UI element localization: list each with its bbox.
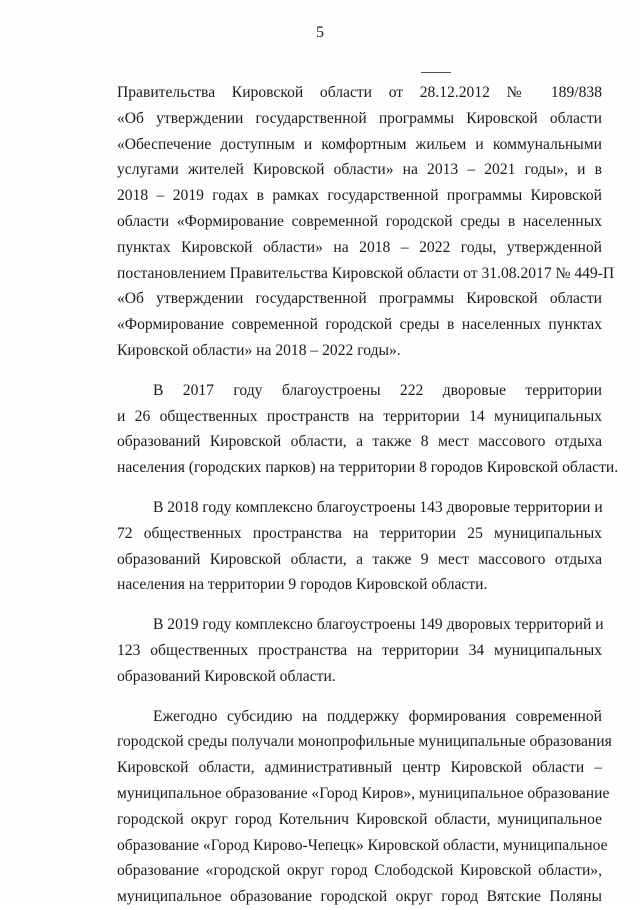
text-line: Ежегодно субсидию на поддержку формирования современной bbox=[153, 707, 602, 725]
text-line: В 2019 году комплексно благоустроены 149 дворовых территорий и bbox=[153, 616, 604, 634]
text-line: 2018 – 2019 годах в рамках государственной программы Кировской bbox=[117, 187, 602, 205]
text-line: В 2017 году благоустроены 222 дворовые территории bbox=[153, 381, 602, 399]
text-line: Кировской области» на 2018 – 2022 годы». bbox=[117, 341, 401, 359]
text-line: пунктах Кировской области» на 2018 – 2022 годы, утвержденной bbox=[117, 238, 602, 256]
paragraph bbox=[117, 495, 602, 598]
paragraph bbox=[117, 704, 612, 910]
text-line: муниципальное образование «Город Киров», муниципальное образование bbox=[117, 784, 610, 802]
text-line: городской округ город Котельнич Кировской области, муниципальное bbox=[117, 810, 602, 828]
paragraph bbox=[117, 612, 602, 689]
text-line: населения (городских парков) на территории 8 городов Кировской области. bbox=[117, 459, 619, 477]
text-line: постановлением Правительства Кировской области от 31.08.2017 № 449-П bbox=[117, 264, 615, 282]
text-line: муниципальное образование городской округ город Вятские Поляны bbox=[117, 888, 602, 906]
text-line: «Об утверждении государственной программы Кировской области bbox=[117, 109, 602, 127]
text-line: образований Кировской области, а также 8 мест массового отдыха bbox=[117, 433, 602, 451]
text-line: области «Формирование современной городской среды в населенных bbox=[117, 212, 602, 230]
text-line: и 26 общественных пространств на территории 14 муниципальных bbox=[117, 407, 602, 425]
text-line: образование «Город Кирово-Чепецк» Кировской области, муниципальное bbox=[117, 836, 608, 854]
paragraph bbox=[117, 80, 615, 364]
text-line: услугами жителей Кировской области» на 2013 – 2021 годы», и в bbox=[117, 161, 602, 179]
text-line: «Об утверждении государственной программы Кировской области bbox=[117, 290, 602, 308]
text-line: «Формирование современной городской среды в населенных пунктах bbox=[117, 316, 602, 334]
text-line: 72 общественных пространства на территории 25 муниципальных bbox=[117, 524, 602, 542]
text-line: городской среды получали монопрофильные муниципальные образования bbox=[117, 733, 612, 751]
text-line: образований Кировской области, а также 9 мест массового отдыха bbox=[117, 550, 602, 568]
document-body bbox=[117, 80, 619, 910]
text-line: 123 общественных пространства на территории 34 муниципальных bbox=[117, 641, 602, 659]
text-line: «Обеспечение доступным и комфортным жильем и коммунальными bbox=[117, 135, 602, 153]
text-line: образований Кировской области. bbox=[117, 667, 336, 685]
text-line: Правительства Кировской области от 28.12.2012 № 189/838 bbox=[117, 84, 602, 101]
text-line: В 2018 году комплексно благоустроены 143 дворовые территории и bbox=[153, 498, 603, 516]
text-line: Кировской области, административный центр Кировской области – bbox=[117, 759, 602, 777]
text-line: образование «городской округ город Слободской Кировской области», bbox=[117, 862, 602, 880]
page-number: 5 bbox=[316, 24, 324, 41]
paragraph bbox=[117, 378, 619, 481]
text-line: населения на территории 9 городов Кировской области. bbox=[117, 576, 488, 594]
scan-mark bbox=[421, 72, 451, 73]
